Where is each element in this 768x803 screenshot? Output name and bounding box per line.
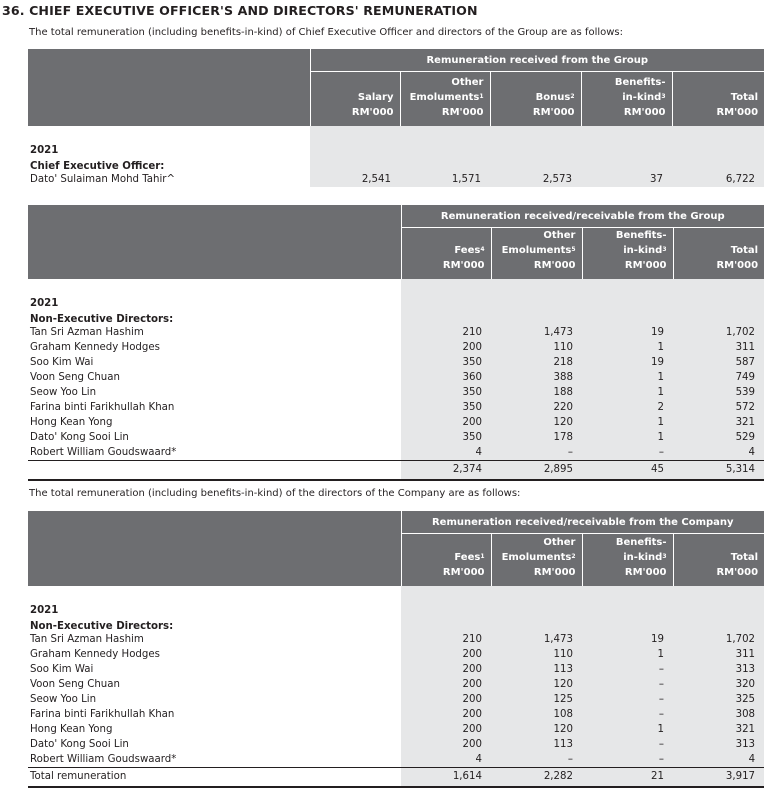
value-cell: [401, 598, 491, 616]
value-cell: 350: [401, 430, 491, 445]
column-header-text: Total: [730, 245, 759, 256]
value-cell: 188: [491, 385, 582, 400]
column-header-text: Salary: [357, 91, 394, 103]
value-cell: 120: [491, 677, 582, 692]
value-cell: 360: [401, 370, 491, 385]
footnote-marker: 2: [570, 92, 575, 100]
column-header-text: Benefits-: [615, 230, 667, 241]
value-cell: [582, 598, 673, 616]
value-cell: 110: [491, 647, 582, 662]
value-cell: 313: [673, 662, 764, 677]
value-cell: [401, 586, 491, 598]
value-cell: [581, 138, 672, 156]
value-cell: 19: [582, 325, 673, 340]
value-cell: –: [491, 445, 582, 461]
director-name: Seow Yoo Lin: [30, 693, 97, 705]
value-cell: [491, 279, 582, 291]
director-name: Seow Yoo Lin: [30, 387, 97, 398]
table-group-header: Remuneration received/receivable from the Group: [401, 205, 764, 228]
table-row: [28, 692, 764, 707]
column-header-text: in-kind: [623, 551, 663, 563]
value-cell: [672, 126, 764, 138]
value-cell: [401, 291, 491, 309]
total-label: [28, 461, 401, 481]
company-directors-remuneration-table: [28, 511, 764, 788]
unit-label: RM'000: [442, 260, 485, 271]
column-header: [581, 72, 672, 126]
unit-label: RM'000: [624, 260, 667, 271]
value-cell: –: [582, 707, 673, 722]
footnote-marker: 1: [480, 552, 485, 560]
value-cell: 220: [491, 400, 582, 415]
value-cell: [582, 616, 673, 632]
value-cell: –: [582, 752, 673, 768]
value-cell: 210: [401, 325, 491, 340]
value-cell: 200: [401, 677, 491, 692]
director-name: Farina binti Farikhullah Khan: [30, 708, 175, 720]
value-cell: 113: [491, 737, 582, 752]
value-cell: [581, 126, 672, 138]
table-row: [28, 430, 764, 445]
year-label: 2021: [30, 298, 59, 309]
unit-label: RM'000: [624, 566, 667, 578]
value-cell: 1,702: [673, 632, 764, 647]
footnote-marker: 2: [571, 552, 576, 560]
value-cell: [673, 291, 764, 309]
column-header: [673, 228, 764, 280]
value-cell: [582, 309, 673, 325]
value-cell: 45: [582, 461, 673, 481]
value-cell: –: [491, 752, 582, 768]
ceo-remuneration-table: [28, 49, 764, 187]
section-label: Chief Executive Officer:: [30, 160, 165, 172]
column-header: [401, 534, 491, 586]
value-cell: 200: [401, 647, 491, 662]
value-cell: 1: [582, 385, 673, 400]
table-row: [28, 385, 764, 400]
column-header: [310, 72, 400, 126]
value-cell: [673, 309, 764, 325]
value-cell: [673, 598, 764, 616]
director-name: Soo Kim Wai: [30, 663, 94, 675]
value-cell: 120: [491, 415, 582, 430]
table-row: [28, 737, 764, 752]
value-cell: 1: [582, 340, 673, 355]
value-cell: 350: [401, 385, 491, 400]
value-cell: [490, 138, 581, 156]
total-label: Total remuneration: [28, 767, 401, 787]
value-cell: 113: [491, 662, 582, 677]
table-row: [28, 172, 764, 187]
value-cell: [491, 291, 582, 309]
value-cell: 388: [491, 370, 582, 385]
value-cell: 6,722: [672, 172, 764, 187]
value-cell: [491, 586, 582, 598]
value-cell: –: [582, 677, 673, 692]
table-group-header: Remuneration received/receivable from the Company: [401, 511, 764, 534]
value-cell: 313: [673, 737, 764, 752]
value-cell: 1,473: [491, 325, 582, 340]
value-cell: 2,282: [491, 767, 582, 787]
footnote-marker: 3: [661, 92, 666, 100]
table-row: [28, 632, 764, 647]
director-name: Voon Seng Chuan: [30, 372, 120, 383]
total-row: [28, 767, 764, 787]
unit-label: RM'000: [716, 106, 759, 118]
column-header-text: in-kind: [623, 245, 663, 256]
spacer-row: [28, 279, 764, 291]
column-header-text: Bonus: [535, 91, 571, 103]
director-name: Tan Sri Azman Hashim: [30, 327, 144, 338]
value-cell: 200: [401, 692, 491, 707]
value-cell: [582, 279, 673, 291]
value-cell: 108: [491, 707, 582, 722]
value-cell: 2,541: [310, 172, 400, 187]
value-cell: [400, 126, 490, 138]
value-cell: 19: [582, 355, 673, 370]
value-cell: 218: [491, 355, 582, 370]
year-label: 2021: [30, 604, 59, 616]
column-header: [401, 228, 491, 280]
director-name: Dato' Kong Sooi Lin: [30, 738, 129, 750]
value-cell: 321: [673, 722, 764, 737]
column-header-text: in-kind: [622, 91, 662, 103]
value-cell: 2,895: [491, 461, 582, 481]
unit-label: RM'000: [716, 260, 759, 271]
section-label: Non-Executive Directors:: [30, 620, 174, 632]
table-row: [28, 400, 764, 415]
footnote-marker: 1: [479, 92, 484, 100]
value-cell: 210: [401, 632, 491, 647]
director-name: Robert William Goudswaard*: [30, 753, 177, 765]
value-cell: [673, 279, 764, 291]
table-row: [28, 370, 764, 385]
spacer-row: [28, 586, 764, 598]
column-header-text: Fees: [454, 551, 481, 563]
value-cell: 1: [582, 415, 673, 430]
director-name: Dato' Sulaiman Mohd Tahir^: [30, 173, 176, 185]
value-cell: 1: [582, 647, 673, 662]
value-cell: [310, 156, 400, 172]
value-cell: 110: [491, 340, 582, 355]
column-header: [491, 228, 582, 280]
value-cell: 3,917: [673, 767, 764, 787]
year-row: [28, 291, 764, 309]
year-row: [28, 598, 764, 616]
value-cell: 587: [673, 355, 764, 370]
header-blank: [28, 205, 401, 279]
value-cell: 200: [401, 722, 491, 737]
table-row: [28, 722, 764, 737]
value-cell: [491, 309, 582, 325]
table-row: [28, 677, 764, 692]
column-header-text: Total: [730, 551, 759, 563]
intro-text-group: The total remuneration (including benefits-in-kind) of Chief Executive Officer and directors of the Group are as follows:: [29, 27, 623, 38]
group-directors-remuneration-table: [28, 205, 764, 481]
value-cell: 749: [673, 370, 764, 385]
value-cell: [491, 616, 582, 632]
column-header-text: Benefits-: [615, 536, 667, 548]
unit-label: RM'000: [351, 106, 394, 118]
value-cell: 2,374: [401, 461, 491, 481]
column-header: [491, 534, 582, 586]
section-title: 36. CHIEF EXECUTIVE OFFICER'S AND DIRECTORS' REMUNERATION: [2, 3, 478, 18]
value-cell: 572: [673, 400, 764, 415]
value-cell: 4: [673, 752, 764, 768]
column-header: [672, 72, 764, 126]
value-cell: [673, 616, 764, 632]
footnote-marker: 3: [662, 246, 667, 253]
value-cell: 320: [673, 677, 764, 692]
value-cell: 325: [673, 692, 764, 707]
value-cell: 4: [401, 752, 491, 768]
column-header-text: Other: [543, 536, 576, 548]
column-header: [582, 228, 673, 280]
table-row: [28, 647, 764, 662]
director-name: Farina binti Farikhullah Khan: [30, 402, 175, 413]
column-header: [582, 534, 673, 586]
value-cell: [491, 598, 582, 616]
section-row: [28, 616, 764, 632]
spacer-cell: [28, 279, 401, 291]
value-cell: 2,573: [490, 172, 581, 187]
director-name: Tan Sri Azman Hashim: [30, 633, 144, 645]
unit-label: RM'000: [442, 566, 485, 578]
table-row: [28, 415, 764, 430]
footnote-marker: 5: [571, 246, 576, 253]
intro-text-company: The total remuneration (including benefits-in-kind) of the directors of the Company are as follows:: [29, 488, 521, 499]
value-cell: 350: [401, 355, 491, 370]
header-blank: [28, 511, 401, 586]
value-cell: [672, 156, 764, 172]
value-cell: –: [582, 445, 673, 461]
unit-label: RM'000: [533, 566, 576, 578]
value-cell: [672, 138, 764, 156]
value-cell: 4: [673, 445, 764, 461]
value-cell: 311: [673, 647, 764, 662]
section-label: Non-Executive Directors:: [30, 314, 174, 325]
value-cell: 19: [582, 632, 673, 647]
director-name: Graham Kennedy Hodges: [30, 342, 160, 353]
value-cell: 1,473: [491, 632, 582, 647]
value-cell: 1,702: [673, 325, 764, 340]
value-cell: [400, 138, 490, 156]
value-cell: [310, 126, 400, 138]
unit-label: RM'000: [441, 106, 484, 118]
value-cell: [401, 279, 491, 291]
spacer-cell: [28, 586, 401, 598]
table-row: [28, 445, 764, 461]
director-name: Voon Seng Chuan: [30, 678, 120, 690]
value-cell: 37: [581, 172, 672, 187]
value-cell: [400, 156, 490, 172]
value-cell: [310, 138, 400, 156]
spacer-cell: [28, 126, 310, 138]
value-cell: 529: [673, 430, 764, 445]
value-cell: [582, 586, 673, 598]
director-name: Robert William Goudswaard*: [30, 447, 177, 458]
unit-label: RM'000: [716, 566, 759, 578]
value-cell: 120: [491, 722, 582, 737]
value-cell: 200: [401, 415, 491, 430]
footnote-marker: 3: [662, 552, 667, 560]
unit-label: RM'000: [533, 260, 576, 271]
value-cell: 200: [401, 737, 491, 752]
value-cell: [401, 616, 491, 632]
value-cell: 200: [401, 662, 491, 677]
director-name: Graham Kennedy Hodges: [30, 648, 160, 660]
value-cell: [401, 309, 491, 325]
column-header: [673, 534, 764, 586]
value-cell: 308: [673, 707, 764, 722]
value-cell: –: [582, 662, 673, 677]
table-row: [28, 325, 764, 340]
value-cell: 5,314: [673, 461, 764, 481]
value-cell: 539: [673, 385, 764, 400]
value-cell: 1: [582, 722, 673, 737]
value-cell: 2: [582, 400, 673, 415]
value-cell: 4: [401, 445, 491, 461]
table-row: [28, 707, 764, 722]
value-cell: 178: [491, 430, 582, 445]
column-header-text: Total: [730, 91, 759, 103]
value-cell: [582, 291, 673, 309]
director-name: Hong Kean Yong: [30, 417, 113, 428]
value-cell: 1,614: [401, 767, 491, 787]
column-header-text: Emoluments: [501, 245, 572, 256]
column-header-text: Emoluments: [501, 551, 572, 563]
value-cell: [490, 156, 581, 172]
value-cell: [673, 586, 764, 598]
spacer-row: [28, 126, 764, 138]
value-cell: –: [582, 737, 673, 752]
value-cell: 321: [673, 415, 764, 430]
value-cell: –: [582, 692, 673, 707]
column-header: [490, 72, 581, 126]
value-cell: 1: [582, 370, 673, 385]
column-header-text: Emoluments: [409, 91, 480, 103]
value-cell: 200: [401, 707, 491, 722]
unit-label: RM'000: [532, 106, 575, 118]
column-header-text: Other: [451, 76, 484, 88]
value-cell: 1,571: [400, 172, 490, 187]
total-row: [28, 461, 764, 481]
column-header: [400, 72, 490, 126]
section-row: [28, 309, 764, 325]
column-header-text: Fees: [454, 245, 481, 256]
value-cell: 21: [582, 767, 673, 787]
director-name: Hong Kean Yong: [30, 723, 113, 735]
value-cell: [581, 156, 672, 172]
section-row: [28, 156, 764, 172]
value-cell: 200: [401, 340, 491, 355]
value-cell: 1: [582, 430, 673, 445]
director-name: Soo Kim Wai: [30, 357, 94, 368]
header-blank: [28, 49, 310, 126]
year-row: [28, 138, 764, 156]
table-group-header: Remuneration received from the Group: [310, 49, 764, 72]
column-header-text: Other: [543, 230, 576, 241]
unit-label: RM'000: [623, 106, 666, 118]
table-row: [28, 752, 764, 768]
value-cell: 311: [673, 340, 764, 355]
value-cell: 125: [491, 692, 582, 707]
table-row: [28, 340, 764, 355]
table-row: [28, 662, 764, 677]
value-cell: 350: [401, 400, 491, 415]
footnote-marker: 4: [480, 246, 485, 253]
table-row: [28, 355, 764, 370]
year-label: 2021: [30, 144, 59, 156]
director-name: Dato' Kong Sooi Lin: [30, 432, 129, 443]
value-cell: [490, 126, 581, 138]
column-header-text: Benefits-: [614, 76, 666, 88]
